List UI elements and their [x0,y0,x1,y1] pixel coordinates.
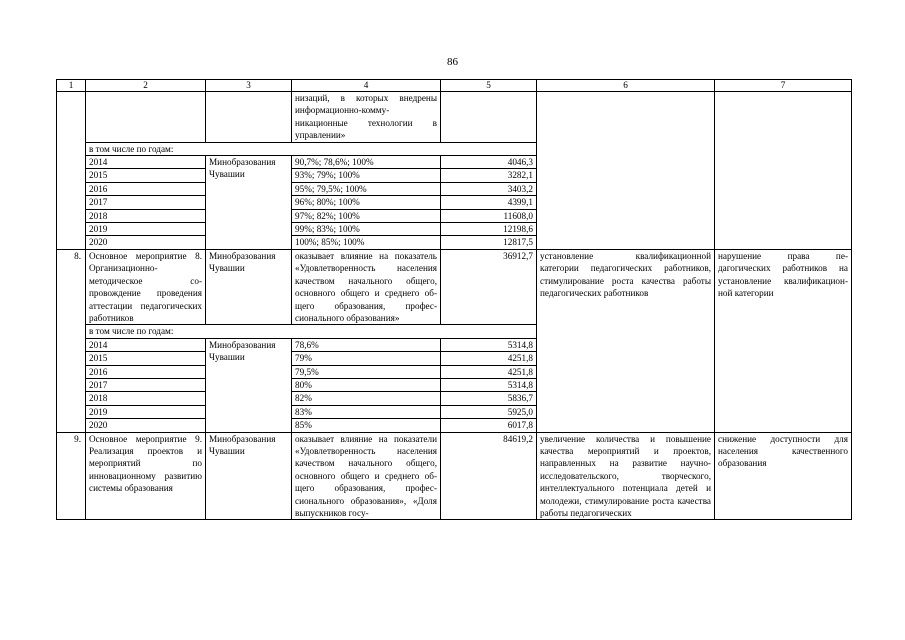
result-cell [537,92,715,250]
amount-cell: 84619,2 [441,432,537,520]
indicator-cell: 100%; 85%; 100% [292,236,441,249]
amount-cell: 4251,8 [441,352,537,365]
column-number: 2 [86,80,206,92]
measure-name-cell: Основное мероприятие 9. Реализация проектов и мероприятий по инновационному развитию системы образования [86,432,206,520]
measure-row-8 [57,249,852,324]
year-cell: 2017 [86,196,206,209]
indicator-cell: 96%; 80%; 100% [292,196,441,209]
page-number: 86 [447,56,458,68]
column-number: 6 [537,80,715,92]
consequence-cell [715,92,852,250]
measure-name-cell: Основное мероприятие 8. Организационно-методическое сопровождение проведения аттестации педагогических работников [86,249,206,324]
year-cell: 2019 [86,405,206,418]
result-cell: увеличение количества и повышение качества мероприятий и проектов, направленных на развитие научно-исследовательского, творческого, интеллектуального потенциала детей и молодежи, стимулирование роста качества работы педагогических [537,432,715,520]
indicator-cell: 99%; 83%; 100% [292,223,441,236]
executor-cell: Минобразования Чувашии [206,432,292,520]
year-cell: 2016 [86,182,206,195]
year-cell: 2015 [86,352,206,365]
column-number: 7 [715,80,852,92]
indicator-cell: оказывает влияние на показатель «Удовлетворенность населения качеством начального общего, основного общего и среднего общего образования, профессионального образования» [292,249,441,324]
indicator-cell: 90,7%; 78,6%; 100% [292,156,441,169]
year-cell: 2017 [86,378,206,391]
indicator-cell: 97%; 82%; 100% [292,209,441,222]
column-number: 3 [206,80,292,92]
year-cell: 2014 [86,338,206,351]
measure-name-cell [86,92,206,143]
amount-cell: 4046,3 [441,156,537,169]
amount-cell: 3403,2 [441,182,537,195]
program-measures-table [56,79,852,520]
year-cell: 2020 [86,236,206,249]
amount-cell: 4399,1 [441,196,537,209]
column-number: 4 [292,80,441,92]
indicator-cell: 83% [292,405,441,418]
indicator-cell: 80% [292,378,441,391]
year-cell: 2015 [86,169,206,182]
indicator-cell: 79,5% [292,365,441,378]
amount-cell: 12817,5 [441,236,537,249]
amount-cell: 3282,1 [441,169,537,182]
indicator-cell: оказывает влияние на показатели «Удовлетворенность населения качеством начального общего, основного общего и среднего общего образования, профессионального образования», «Доля выпускников госу- [292,432,441,520]
indicator-cell: 93%; 79%; 100% [292,169,441,182]
amount-cell: 5836,7 [441,392,537,405]
column-number: 5 [441,80,537,92]
column-number-row [57,80,852,92]
amount-cell: 11608,0 [441,209,537,222]
measure-number-cell: 8. [57,249,86,432]
executor-cell: Минобразования Чувашии [206,156,292,250]
by-years-label: в том числе по годам: [86,142,537,155]
year-cell: 2016 [86,365,206,378]
indicator-cell: 82% [292,392,441,405]
indicator-cell: 95%; 79,5%; 100% [292,182,441,195]
indicator-cell: 79% [292,352,441,365]
amount-cell: 36912,7 [441,249,537,324]
executor-cell: Минобразования Чувашии [206,338,292,432]
amount-cell: 4251,8 [441,365,537,378]
amount-cell [441,92,537,143]
by-years-label: в том числе по годам: [86,325,537,338]
year-cell: 2018 [86,209,206,222]
year-cell: 2014 [86,156,206,169]
year-cell: 2019 [86,223,206,236]
indicator-cell: низаций, в которых внедрены информационно-коммуникационные технологии в управлении» [292,92,441,143]
measure-row-9 [57,432,852,520]
amount-cell: 6017,8 [441,419,537,432]
measure-number-cell [57,92,86,250]
amount-cell: 5925,0 [441,405,537,418]
column-number: 1 [57,80,86,92]
consequence-cell: снижение доступности для населения качественного образования [715,432,852,520]
amount-cell: 5314,8 [441,378,537,391]
consequence-cell: нарушение права педагогических работников на установление квалификационной категории [715,249,852,432]
amount-cell: 5314,8 [441,338,537,351]
year-cell: 2018 [86,392,206,405]
measure-number-cell: 9. [57,432,86,520]
amount-cell: 12198,6 [441,223,537,236]
indicator-cell: 78,6% [292,338,441,351]
executor-cell: Минобразования Чувашии [206,249,292,324]
executor-cell [206,92,292,143]
result-cell: установление квалификационной категории педагогических работников, стимулирование роста качества работы педагогических работников [537,249,715,432]
year-cell: 2020 [86,419,206,432]
continuation-row [57,92,852,143]
indicator-cell: 85% [292,419,441,432]
